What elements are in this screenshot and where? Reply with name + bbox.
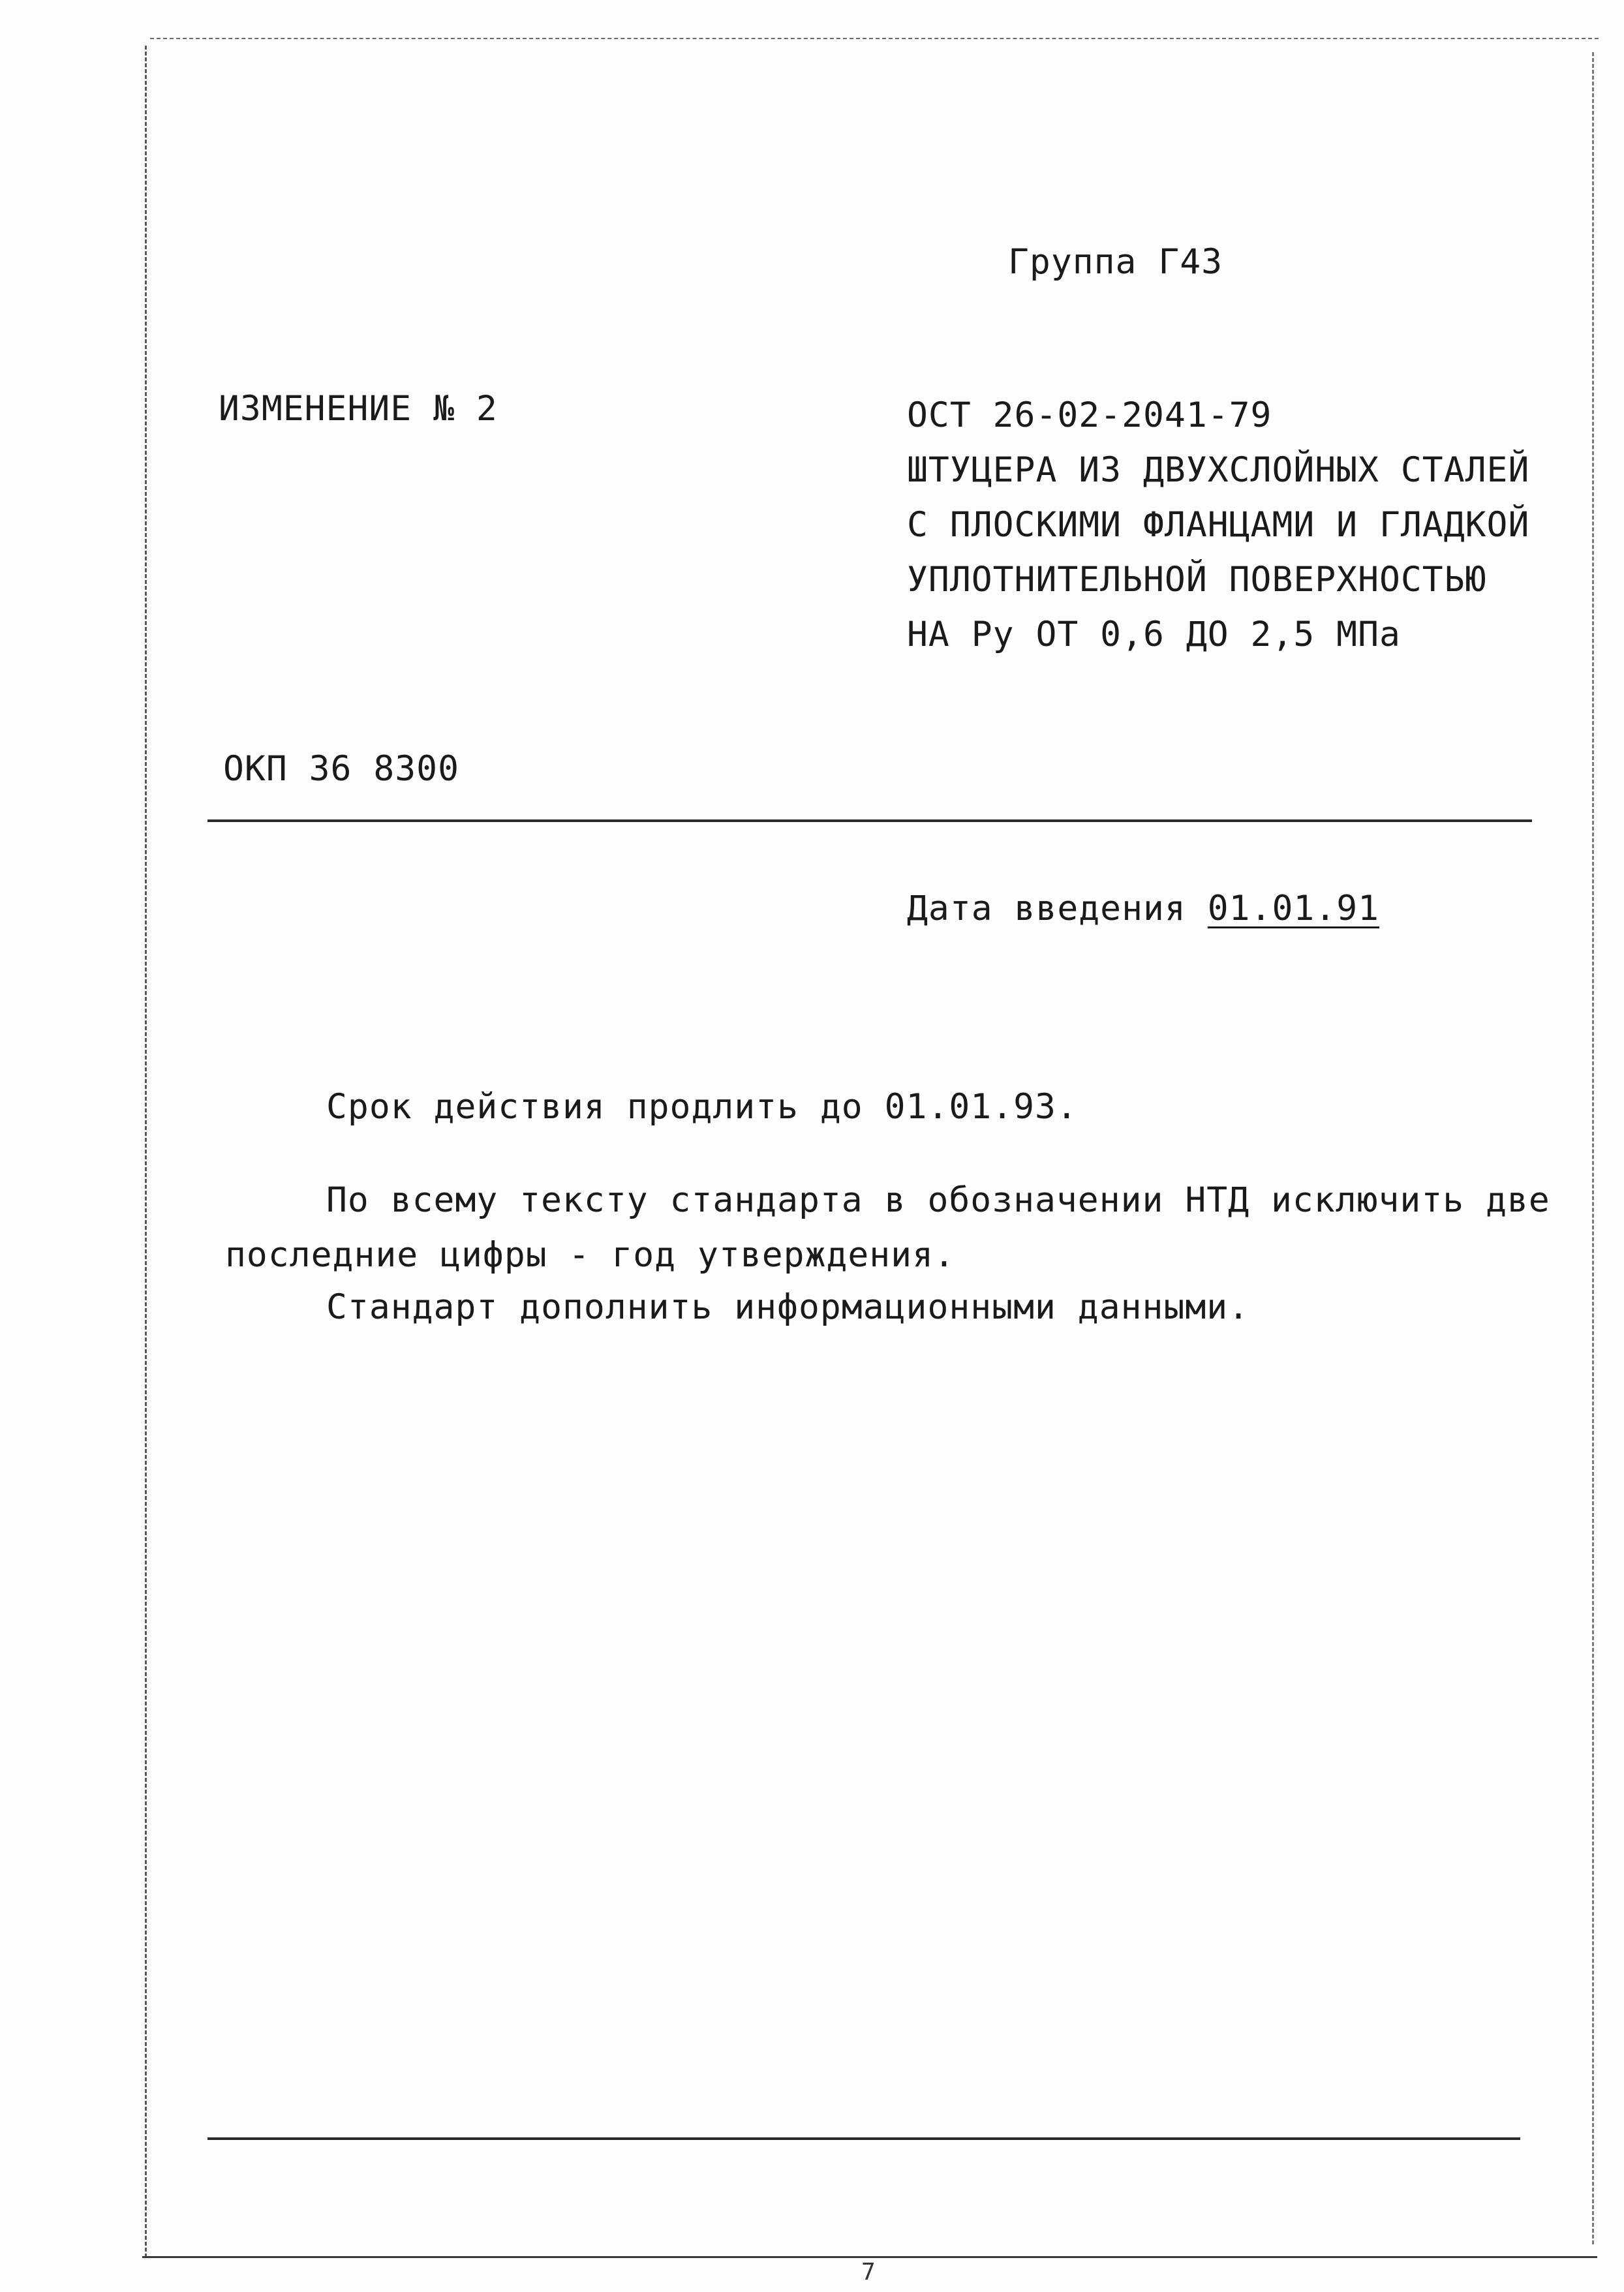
group-code: Группа Г43 (1008, 242, 1223, 282)
standard-title-line: ШТУЦЕРА ИЗ ДВУХСЛОЙНЫХ СТАЛЕЙ (907, 450, 1530, 490)
body-paragraph: Стандарт дополнить информационными данными. (326, 1287, 1250, 1327)
frame-top-border (150, 38, 1599, 39)
effective-date-line (907, 891, 1379, 926)
section-divider (207, 819, 1532, 822)
standard-designation: ОСТ 26-02-2041-79 (907, 395, 1272, 435)
footer-divider (207, 2137, 1520, 2140)
standard-title-block (907, 388, 1529, 662)
body-paragraph: По всему тексту стандарта в обозначении НТД исключить две (326, 1180, 1550, 1220)
standard-title-line: УПЛОТНИТЕЛЬНОЙ ПОВЕРХНОСТЬЮ (907, 560, 1487, 600)
standard-title-line: НА Ру ОТ 0,6 ДО 2,5 МПа (907, 615, 1401, 654)
effective-date-label: Дата введения (907, 889, 1186, 928)
body-paragraph: Срок действия продлить до 01.01.93. (326, 1087, 1078, 1127)
body-paragraph-continuation: последние цифры - год утверждения. (225, 1235, 955, 1275)
frame-right-border (1592, 52, 1594, 2244)
frame-left-border (145, 46, 147, 2257)
effective-date-value: 01.01.91 (1207, 889, 1380, 928)
change-number: ИЗМЕНЕНИЕ № 2 (219, 389, 498, 429)
page-number: 7 (861, 2259, 876, 2285)
okp-code: ОКП 36 8300 (223, 749, 459, 789)
frame-bottom-border (142, 2256, 1597, 2258)
standard-title-line: С ПЛОСКИМИ ФЛАНЦАМИ И ГЛАДКОЙ (907, 505, 1530, 545)
